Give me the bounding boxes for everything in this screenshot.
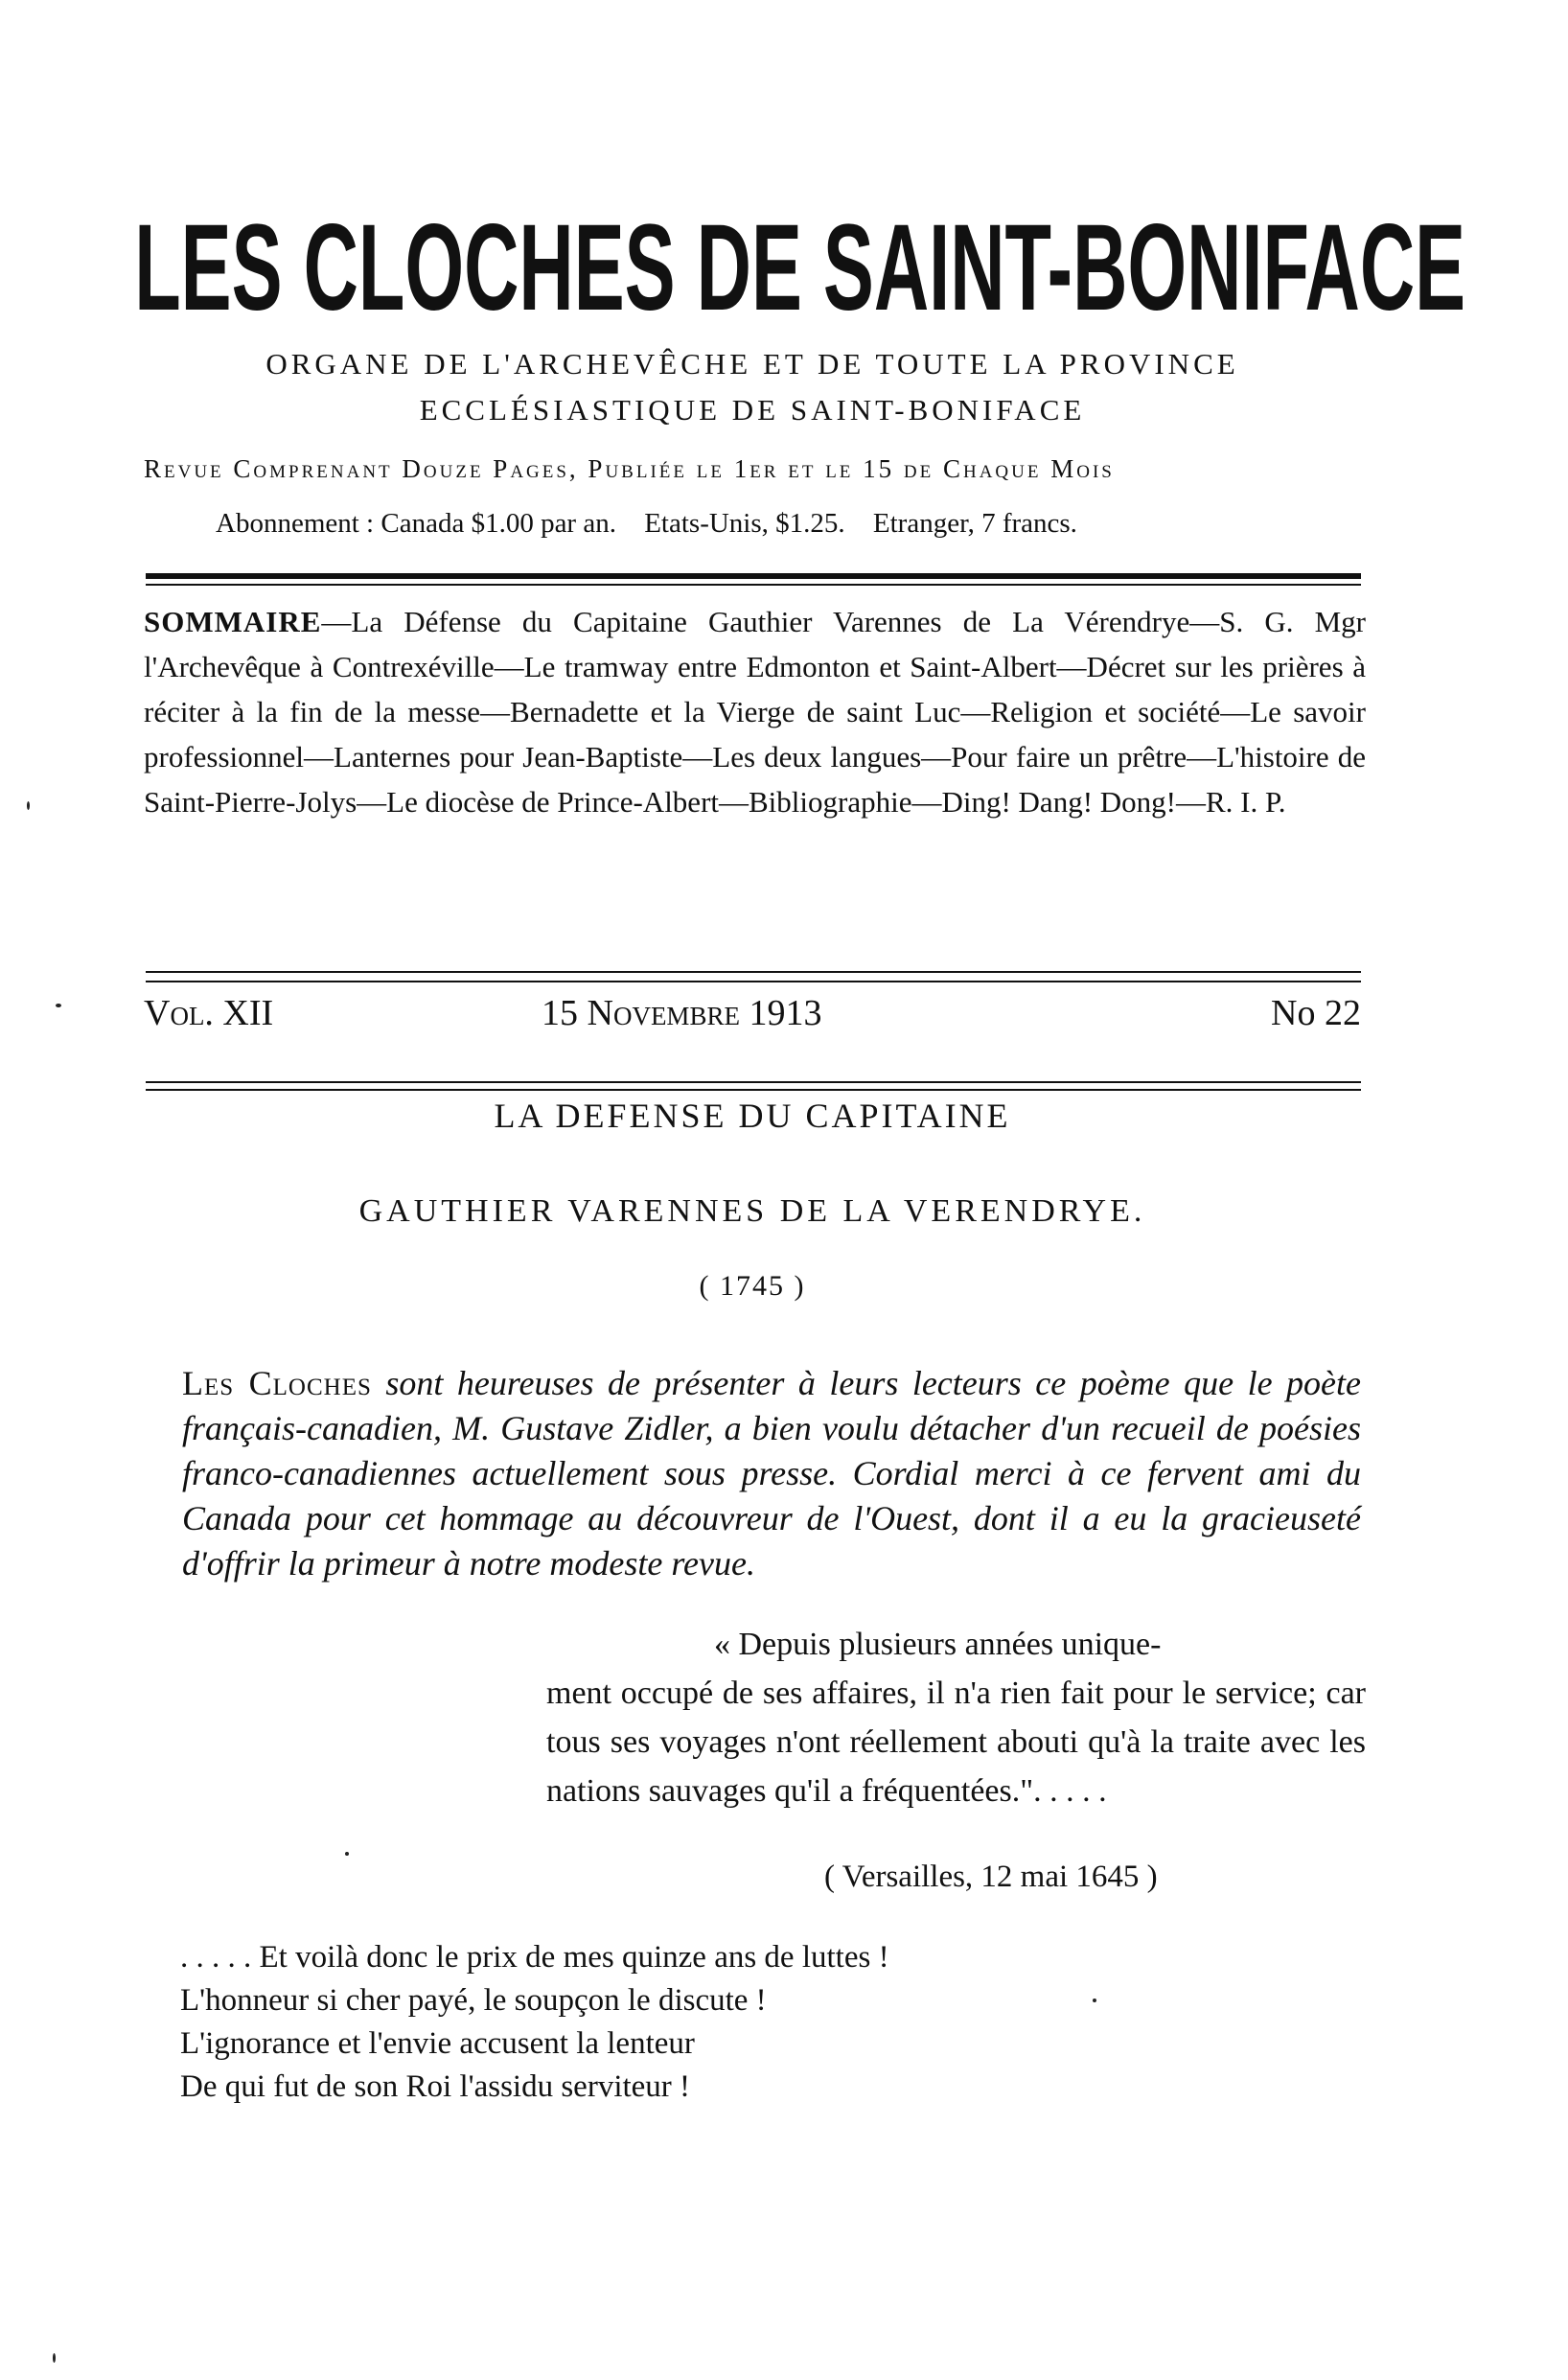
article-intro	[182, 1361, 1361, 1586]
masthead-subtitle-line2: ECCLÉSIASTIQUE DE SAINT-BONIFACE	[419, 393, 1086, 427]
volume-number: Vol. XII	[144, 993, 274, 1033]
masthead	[134, 199, 1466, 336]
poem-line: . . . . . Et voilà donc le prix de mes quinze ans de luttes !	[180, 1940, 889, 1975]
article-title-line1: LA DEFENSE DU CAPITAINE	[494, 1097, 1011, 1135]
scan-speck	[56, 1004, 61, 1007]
masthead-title: LES CLOCHES DE SAINT-BONIFACE	[134, 199, 1466, 336]
quote-source: ( Versailles, 12 mai 1645 )	[824, 1860, 1158, 1894]
issue-divider-top	[146, 971, 1361, 982]
intro-text: sont heureuses de présenter à leurs lecteurs ce poème que le poète français-canadien, M. Gustave Zidler, a bien voulu détacher d'un recueil de poésies franco-canadiennes actuellement sous presse. Cordial merci à ce fervent ami du Canada pour cet hommage au découvreur de l'Ouest, dont il a eu la gracieuseté d'offrir la primeur à notre modeste revue.	[182, 1364, 1362, 1583]
quote-body: ment occupé de ses affaires, il n'a rien fait pour le service; car tous ses voyages n'ont réellement abouti qu'à la traite avec les nations sauvages qu'il a fréquentées.". . . . .	[546, 1675, 1366, 1809]
quote-first-line: « Depuis plusieurs années unique-	[714, 1627, 1162, 1662]
header-divider-thick	[146, 573, 1361, 579]
issue-date: 15 Novembre 1913	[542, 993, 822, 1033]
poem-line: L'honneur si cher payé, le soupçon le discute !	[180, 1983, 767, 2018]
poem-line: De qui fut de son Roi l'assidu serviteur !	[180, 2069, 691, 2104]
issue-divider-bottom	[146, 1081, 1361, 1091]
epigraph-quote	[546, 1620, 1366, 1815]
scan-speck	[27, 801, 30, 810]
table-of-contents	[144, 599, 1366, 824]
rate-etats-unis: Etats-Unis, $1.25.	[644, 508, 845, 539]
scan-speck	[345, 1852, 349, 1856]
rate-etranger: Etranger, 7 francs.	[872, 508, 1077, 539]
poem	[180, 1936, 1234, 2109]
subscription-rates	[216, 508, 1366, 540]
masthead-subtitle-line1: ORGANE DE L'ARCHEVÊCHE ET DE TOUTE LA PROVINCE	[265, 347, 1239, 381]
intro-lead: Les Cloches	[182, 1364, 372, 1402]
issue-info	[144, 992, 1361, 1040]
rate-canada: Abonnement : Canada $1.00 par an.	[216, 508, 616, 539]
revue-description: Revue Comprenant Douze Pages, Publiée le 1er et le 15 de Chaque Mois	[144, 454, 1115, 483]
scan-speck	[1093, 1999, 1096, 2002]
sommaire-text: —La Défense du Capitaine Gauthier Varennes de La Vérendrye—S. G. Mgr l'Archevêque à Contrexéville—Le tramway entre Edmonton et Saint-Albert—Décret sur les prières à réciter à la fin de la messe—Bernadette et la Vierge de saint Luc—Religion et société—Le savoir professionnel—Lanternes pour Jean-Baptiste—Les deux langues—Pour faire un prêtre—L'histoire de Saint-Pierre-Jolys—Le diocèse de Prince-Albert—Bibliographie—Ding! Dang! Dong!—R. I. P.	[144, 605, 1366, 819]
issue-number: No 22	[1271, 993, 1361, 1033]
sommaire-label: SOMMAIRE	[144, 605, 322, 638]
poem-line: L'ignorance et l'envie accusent la lenteur	[180, 2026, 695, 2061]
scan-speck	[53, 2353, 56, 2363]
header-divider-thin	[146, 584, 1361, 586]
article-title-line2: GAUTHIER VARENNES DE LA VERENDRYE.	[358, 1193, 1146, 1229]
article-year: ( 1745 )	[699, 1270, 806, 1302]
